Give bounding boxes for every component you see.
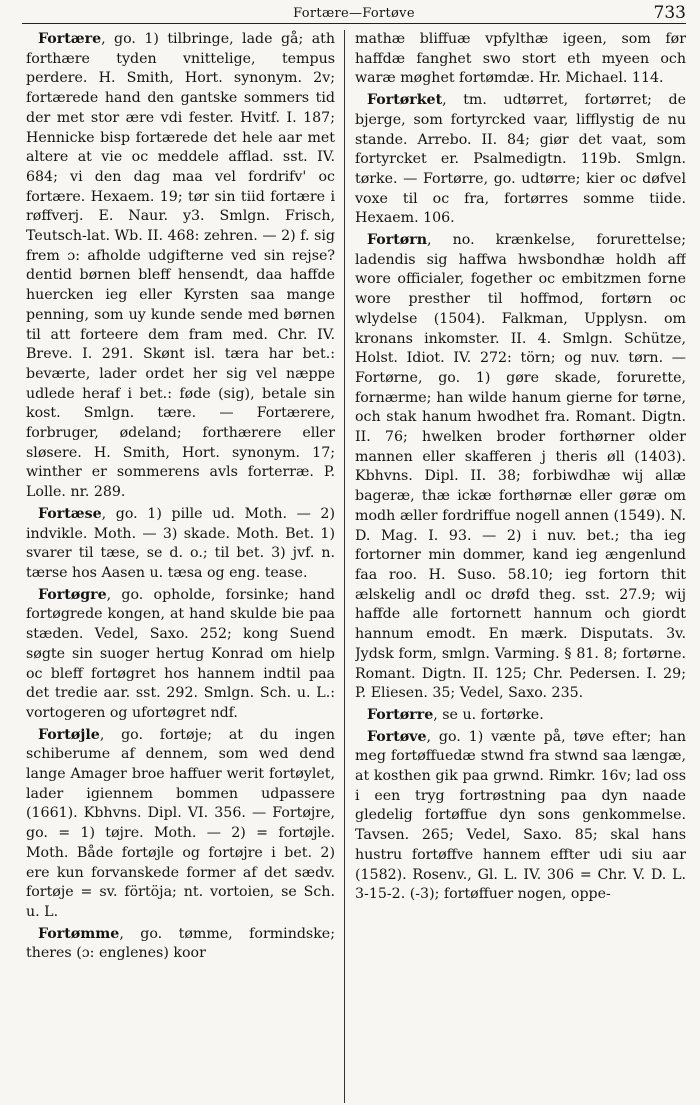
dictionary-entry xyxy=(26,726,335,923)
entry-headword: Fortørn xyxy=(367,232,428,249)
dictionary-entry xyxy=(355,706,686,726)
entry-text: , se u. fortørke. xyxy=(433,706,544,723)
entry-text: , go. tømme, formindske; theres (ɔ: englenes) koor xyxy=(26,925,335,962)
entry-text: , no. krænkelse, forurettelse; ladendis sig haffwa hwsbondhæ holdh aff wore officialer, fogether oc embitzmen forne wore presther til hoffmod, fortørn oc wlydelse (1504). Falkman, Upplysn. om kronans inkomster. II. 4. Smlgn. Schütze, Holst. Idiot. IV. 272: törn; og nuv. tørn. — Fortørne, go. 1) gøre skade, forurette, fornærme; han wilde hanum gierne for tørne, och stak hanum hwodhet fra. Romant. Digtn. II. 76; hwelken broder forthørner older mannen eller skafferen j theris øll (1403). Kbhvns. Dipl. II. 38; forbiwdhæ wij allæ bageræ, thæ ickæ forthørnæ eller gøræ om modh æller fordriffue nogell annen (1549). N. D. Mag. I. 93. — 2) i nuv. bet.; tha ieg fortorner min dommer, kand ieg ængenlund faa roo. H. Suso. 58.10; ieg fortorn thit ælskelig andl oc drøfd theg. sst. 27.9; wij haffde alle fortornett hannum och giordt hannum emodt. En mærk. Disputats. 3v. Jydsk form, smlgn. Varming. § 81. 8; fortørne. Romant. Digtn. II. 125; Chr. Pedersen. I. 29; P. Eliesen. 35; Vedel, Saxo. 235. xyxy=(355,232,686,702)
page-header xyxy=(22,2,686,28)
dictionary-entry xyxy=(355,728,686,905)
entry-text: , go. opholde, forsinke; hand fortøgrede kongen, at hand skulde bie paa stæden. Vedel, Saxo. 252; kong Suend søgte sin suoger hertug Konrad om hielp oc bleff fortøgret hos hannem indtil paa det tredie aar. sst. 292. Smlgn. Sch. u. L.: vortogeren og ufortøgret ndf. xyxy=(26,586,335,721)
page-number: 733 xyxy=(653,3,686,23)
dictionary-columns xyxy=(26,30,686,1103)
column-divider xyxy=(344,30,345,1103)
dictionary-entry xyxy=(355,91,686,229)
header-rule xyxy=(22,23,686,24)
entry-text: , go. 1) tilbringe, lade gå; ath forthære tyden vnittelige, tempus perdere. H. Smith, Hort. synonym. 2v; fortærede hand den gantske sommers tid der met stor ære vdi fester. Hvitf. I. 187; Hennicke bisp fortærede det hele aar met altere at vie oc meddele afflad. sst. IV. 684; vi den dag maa vel fordrifv' oc fortære. Hexaem. 19; tør sin tiid fortære i røffverj. E. Naur. y3. Smlgn. Frisch, Teutsch-lat. Wb. II. 468: zehren. — 2) f. sig frem ɔ: afholde udgifterne ved sin rejse? dentid børnen bleff hensendt, daa haffde huercken ieg eller Kyrsten saa mange penning, som uy kunde sende med børnen til att forteere dem fram med. Chr. IV. Breve. I. 291. Skønt isl. tæra har bet.: beværte, lader ordet her sig vel næppe udlede heraf i bet.: føde (sig), betale sin kost. Smlgn. tære. — Fortærere, forbruger, ødeland; forthærere eller sløsere. H. Smith, Hort. synonym. 17; winther er sommerens avls forterræ. P. Lolle. nr. 289. xyxy=(26,31,335,501)
entry-headword: Fortøjle xyxy=(38,726,100,743)
entry-headword: Fortørre xyxy=(367,706,434,723)
entry-headword: Fortæse xyxy=(38,505,102,522)
dictionary-entry xyxy=(26,505,335,584)
dictionary-entry-continuation xyxy=(355,30,686,89)
entry-text: , go. fortøje; at du ingen schiberume af dennem, som wed dend lange Amager broe haffuer werit fortøylet, lader igiennem bommen udpassere (1661). Kbhvns. Dipl. VI. 356. — Fortøjre, go. = 1) tøjre. Moth. — 2) = fortøjle. Moth. Både fortøjle og fortøjre i bet. 2) ere kun forvanskede former af det sædv. fortøje = sv. förtöja; nt. vortoien, se Sch. u. L. xyxy=(26,726,335,920)
entry-text: , go. 1) vænte på, tøve efter; han meg fortøffuedæ stwnd fra stwnd saa længæ, at kosthen gik paa grwnd. Rimkr. 16v; lad oss i een tryg fortrøstning paa dyn naade gledelig fortøffue dyn sons genkommelse. Tavsen. 265; Vedel, Saxo. 85; skal hans hustru fortøffve hannem effter udi siu aar (1582). Rosenv., Gl. L. IV. 306 = Chr. V. D. L. 3-15-2. (-3); fortøffuer nogen, oppe- xyxy=(355,728,686,903)
entry-headword: Fortære xyxy=(38,31,102,47)
dictionary-entry xyxy=(355,231,686,704)
entry-headword: Fortøve xyxy=(367,728,427,745)
dictionary-entry xyxy=(26,925,335,964)
right-column xyxy=(355,30,686,1103)
dictionary-entry xyxy=(26,30,335,503)
entry-headword: Fortømme xyxy=(38,925,120,942)
dictionary-entry xyxy=(26,586,335,724)
running-head: Fortære—Fortøve xyxy=(293,6,415,21)
entry-headword: Fortøgre xyxy=(38,586,107,603)
entry-text: , tm. udtørret, fortørret; de bjerge, som fortyrcked vaar, lifflystig de nu stande. Arrebo. II. 84; giør det vaat, som fortyrcket er. Psalmedigtn. 119b. Smlgn. tørke. — Fortørre, go. udtørre; kier oc døfvel voxe til oc fra, fortørres somme tiide. Hexaem. 106. xyxy=(355,92,686,227)
entry-headword: Fortørket xyxy=(367,92,443,109)
entry-text: , go. 1) pille ud. Moth. — 2) indvikle. Moth. — 3) skade. Moth. Bet. 1) svarer til tæse, se d. o.; til bet. 3) jvf. n. tærse hos Aasen u. tæsa og eng. tease. xyxy=(26,505,335,581)
entry-text: mathæ bliffuæ vpfylthæ igeen, som før haffdæ fanghet swo stort eth myeen och waræ møghet fortømdæ. Hr. Michael. 114. xyxy=(355,31,686,87)
left-column xyxy=(26,30,335,1103)
